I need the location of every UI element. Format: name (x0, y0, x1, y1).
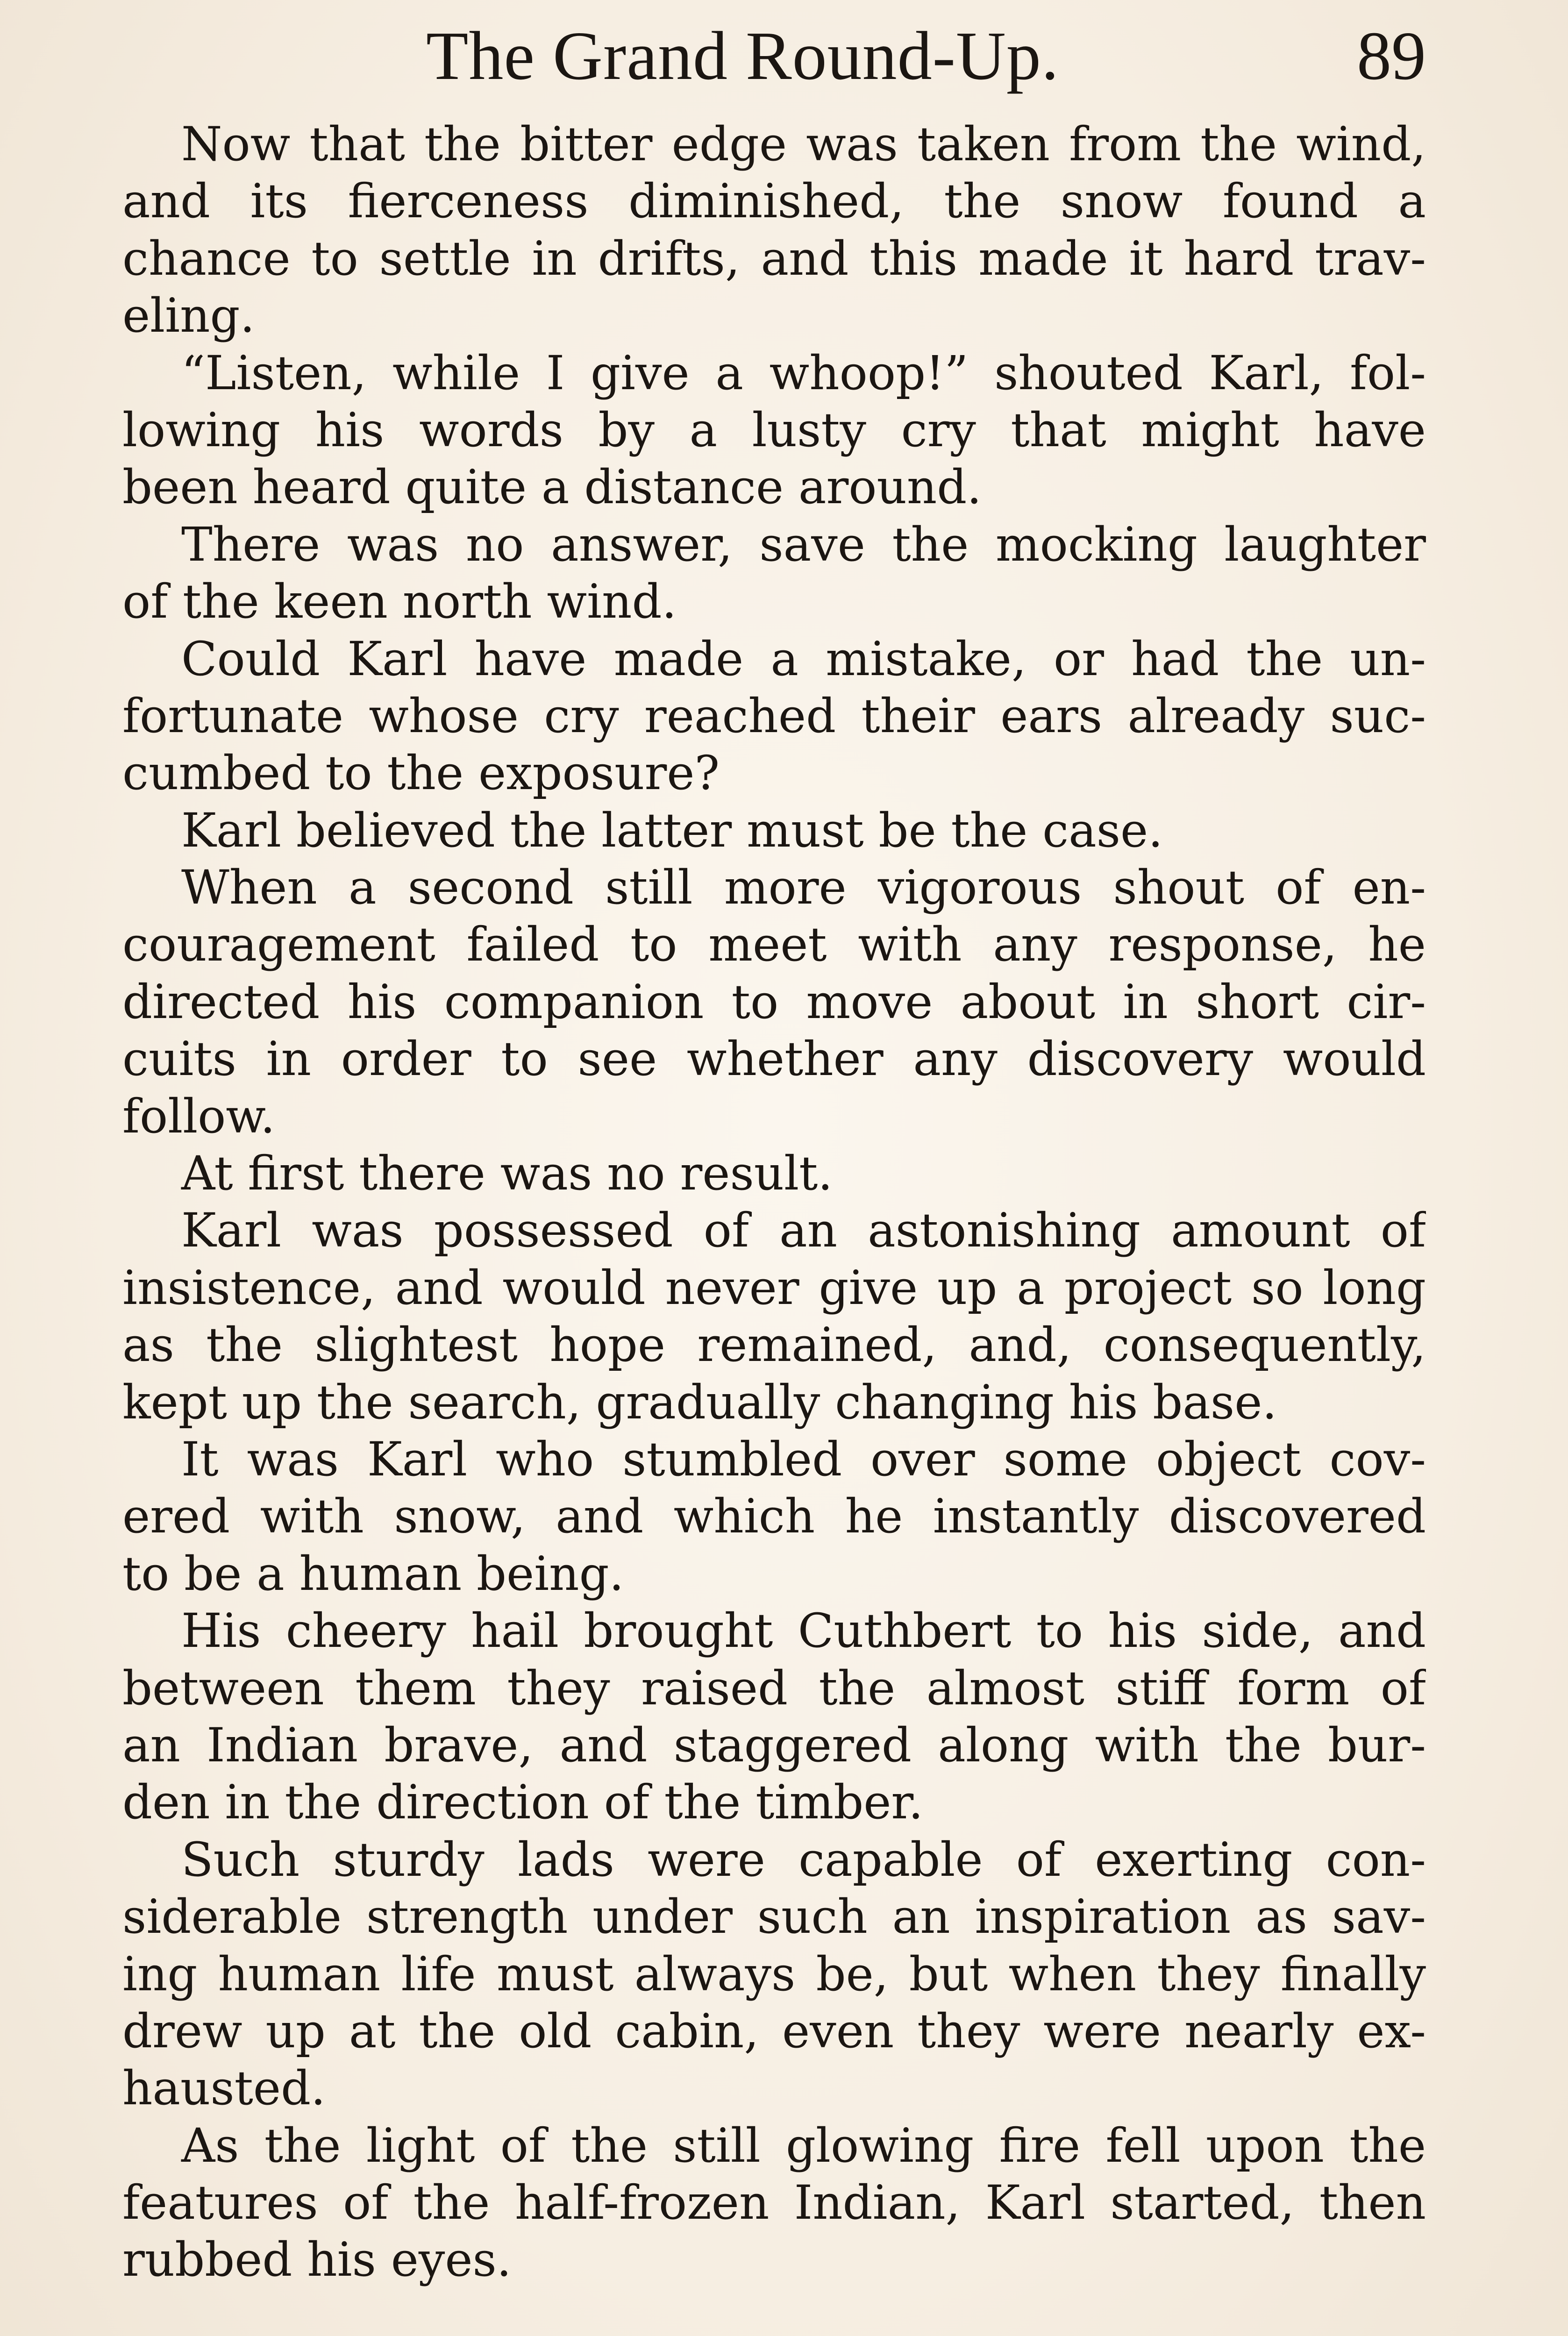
text-line: couragement failed to meet with any response, he (122, 917, 1426, 972)
page-number: 89 (1357, 18, 1426, 94)
running-title: The Grand Round-Up. (426, 18, 1059, 94)
text-line: fortunate whose cry reached their ears already suc- (122, 688, 1426, 743)
text-line: ing human life must always be, but when they finally (122, 1946, 1426, 2001)
text-line: As the light of the still glowing fire fell upon the (181, 2118, 1426, 2173)
text-line: Karl believed the latter must be the case. (181, 803, 1163, 858)
text-line: Such sturdy lads were capable of exerting con- (181, 1832, 1426, 1887)
text-line: to be a human being. (122, 1546, 624, 1601)
text-line: follow. (122, 1089, 275, 1144)
text-line: lowing his words by a lusty cry that might have (122, 402, 1426, 457)
text-line: Now that the bitter edge was taken from the wind, (181, 117, 1426, 171)
text-line: siderable strength under such an inspiration as sav- (122, 1889, 1426, 1944)
text-line: His cheery hail brought Cuthbert to his side, and (181, 1603, 1426, 1659)
text-line: chance to settle in drifts, and this made it hard trav- (122, 231, 1426, 286)
text-line: At first there was no result. (181, 1146, 833, 1201)
text-line: Karl was possessed of an astonishing amount of (181, 1203, 1426, 1258)
text-line: den in the direction of the timber. (122, 1775, 924, 1830)
page-header (122, 14, 1426, 98)
text-line: been heard quite a distance around. (122, 460, 982, 515)
text-line: It was Karl who stumbled over some object cov- (181, 1432, 1426, 1487)
text-line: eling. (122, 288, 255, 343)
text-line: cumbed to the exposure? (122, 746, 720, 801)
text-line: rubbed his eyes. (122, 2232, 512, 2287)
text-line: cuits in order to see whether any discovery would (122, 1032, 1426, 1087)
text-line: as the slightest hope remained, and, consequently, (122, 1318, 1426, 1373)
text-line: kept up the search, gradually changing his base. (122, 1375, 1277, 1430)
body-text (122, 116, 1426, 2289)
text-line: drew up at the old cabin, even they were nearly ex- (122, 2003, 1426, 2058)
text-line: “Listen, while I give a whoop!” shouted Karl, fol- (181, 345, 1426, 400)
text-line: hausted. (122, 2061, 326, 2116)
text-line: an Indian brave, and staggered along with the bur- (122, 1717, 1426, 1773)
text-line: features of the half-frozen Indian, Karl started, then (122, 2175, 1426, 2230)
text-line: and its fierceness diminished, the snow found a (122, 174, 1426, 229)
text-line: There was no answer, save the mocking laughter (181, 517, 1426, 572)
text-line: insistence, and would never give up a project so long (122, 1260, 1426, 1315)
text-line: directed his companion to move about in short cir- (122, 974, 1426, 1029)
text-line: of the keen north wind. (122, 574, 677, 629)
text-line: between them they raised the almost stiff form of (122, 1660, 1426, 1716)
text-line: When a second still more vigorous shout of en- (181, 860, 1426, 915)
text-line: Could Karl have made a mistake, or had the un- (181, 631, 1426, 686)
text-line: ered with snow, and which he instantly discovered (122, 1489, 1426, 1544)
